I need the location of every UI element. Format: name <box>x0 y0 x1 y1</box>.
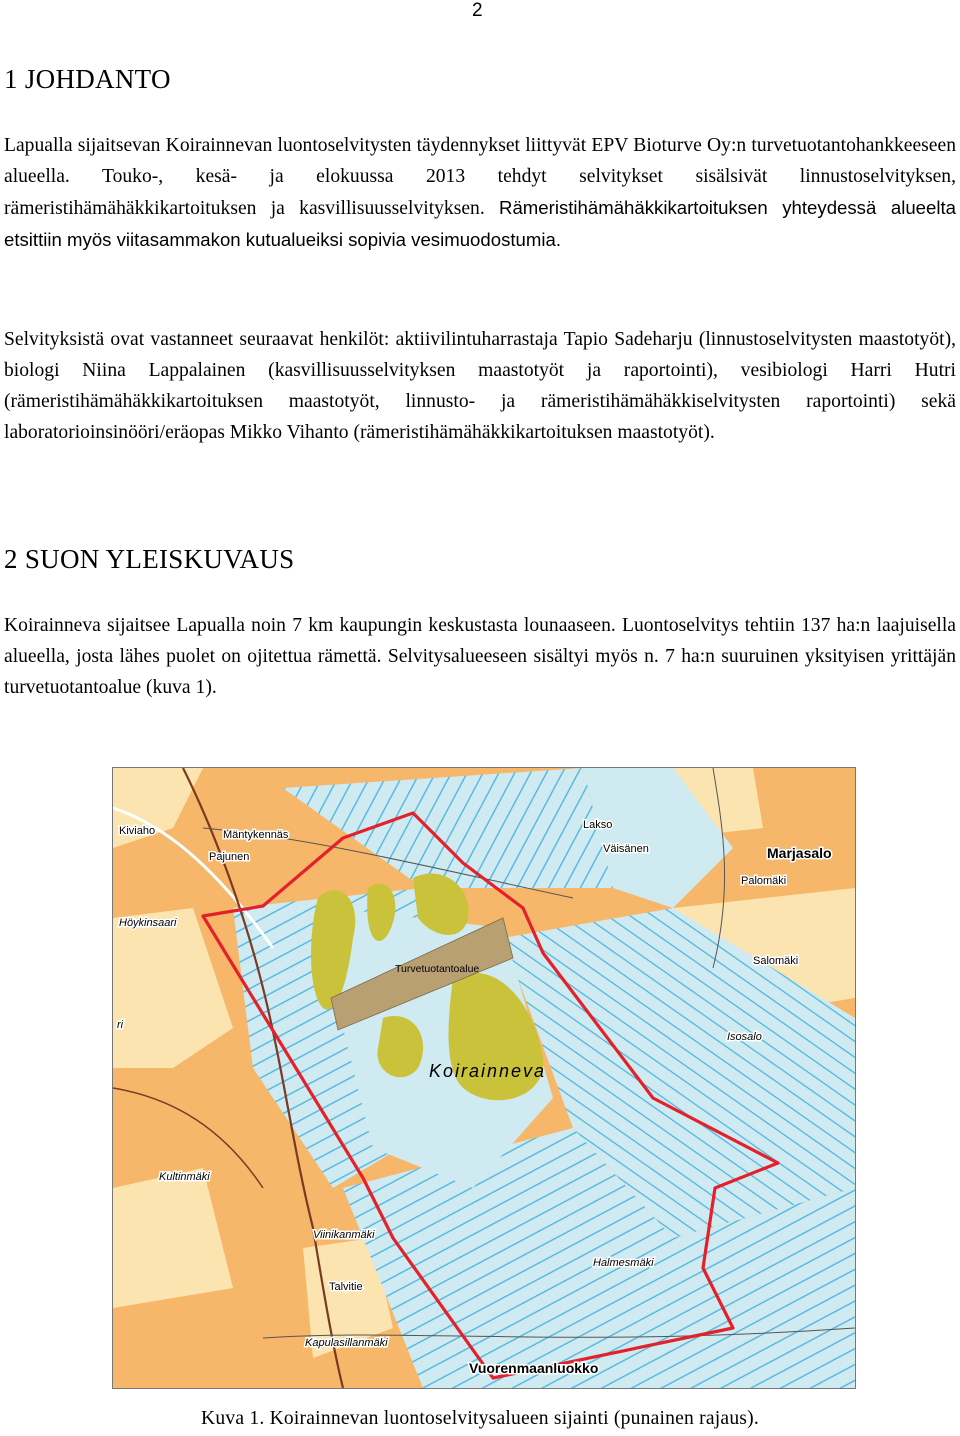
description-paragraph: Koirainneva sijaitsee Lapualla noin 7 km kaupungin keskustasta lounaaseen. Luontoselvitys tehtiin 137 ha:n laajuisella alueella, josta lähes puolet on ojitettua rämettä. Selvitysalueeseen sisältyi myös n. 7 ha:n suuruinen yksityisen yrittäjän turvetuotantoalue (kuva 1). <box>4 615 956 698</box>
map-label-pajunen: Pajunen <box>209 851 250 863</box>
map-label-kultinmaki: Kultinmäki <box>159 1171 210 1183</box>
map-label-viinikanmaki: Viinikanmäki <box>313 1229 375 1241</box>
map-label-lakso: Lakso <box>583 819 613 831</box>
map-label-halmesmaki: Halmesmäki <box>593 1257 654 1269</box>
map-label-salomaki: Salomäki <box>753 955 799 967</box>
section-heading-suon-yleiskuvaus: 2 SUON YLEISKUVAUS <box>4 544 295 574</box>
map-label-hoykinsaari: Höykinsaari <box>119 917 177 929</box>
map-label-kapulasillanmaki: Kapulasillanmäki <box>305 1337 388 1349</box>
intro-paragraph-text: Lapualla sijaitsevan Koirainnevan luontoselvitysten täydennykset liittyvät EPV Bioturve Oy:n turvetuotantohankkeeseen alueella. Touko-, kesä- ja elokuussa 2013 tehdyt selvitykset sisälsivät linnustoselvityksen, rämeristihämähäkkikartoituksen ja kasvillisuusselvityksen. <box>4 135 956 219</box>
map-label-ri: ri <box>117 1019 124 1031</box>
map-label-koirainneva: Koirainneva <box>429 1061 547 1081</box>
map-label-turvetuotantoalue: Turvetuotantoalue <box>395 963 480 975</box>
map-label-isosalo: Isosalo <box>727 1031 762 1043</box>
section-heading-johdanto: 1 JOHDANTO <box>4 64 171 94</box>
map-label-vuorenmaanluokko: Vuorenmaanluokko <box>469 1360 599 1376</box>
figure-caption: Kuva 1. Koirainnevan luontoselvitysalueen sijainti (punainen rajaus). <box>201 1408 759 1429</box>
map-label-mantykennas: Mäntykennäs <box>223 829 289 841</box>
personnel-paragraph: Selvityksistä ovat vastanneet seuraavat henkilöt: aktiivilintuharrastaja Tapio Sadeharju (linnustoselvitysten maastotyöt), biologi Niina Lappalainen (kasvillisuusselvityksen maastotyöt ja raportointi), vesibiologi Harri Hutri (rämeristihämähäkkikartoituksen maastotyöt, linnusto- ja rämeristihämähäkkiselvitysten raportointi) sekä laboratorioinsinööri/eräopas Mikko Vihanto (rämeristihämähäkkikartoituksen maastotyöt). <box>4 329 956 443</box>
location-map <box>112 767 856 1389</box>
intro-paragraph-sans-text: Rämeristihämähäkkikartoituksen yhteydessä alueelta etsittiin myös viitasammakon kutualueiksi sopivia vesimuodostumia. <box>4 197 956 250</box>
intro-paragraph <box>4 130 956 256</box>
map-label-talvitie: Talvitie <box>329 1281 363 1293</box>
page-number: 2 <box>472 0 483 21</box>
map-label-palomaki: Palomäki <box>741 875 787 887</box>
map-label-vaisanen: Väisänen <box>603 843 649 855</box>
map-label-kiviaho: Kiviaho <box>119 825 156 837</box>
map-label-marjasalo: Marjasalo <box>767 845 832 861</box>
